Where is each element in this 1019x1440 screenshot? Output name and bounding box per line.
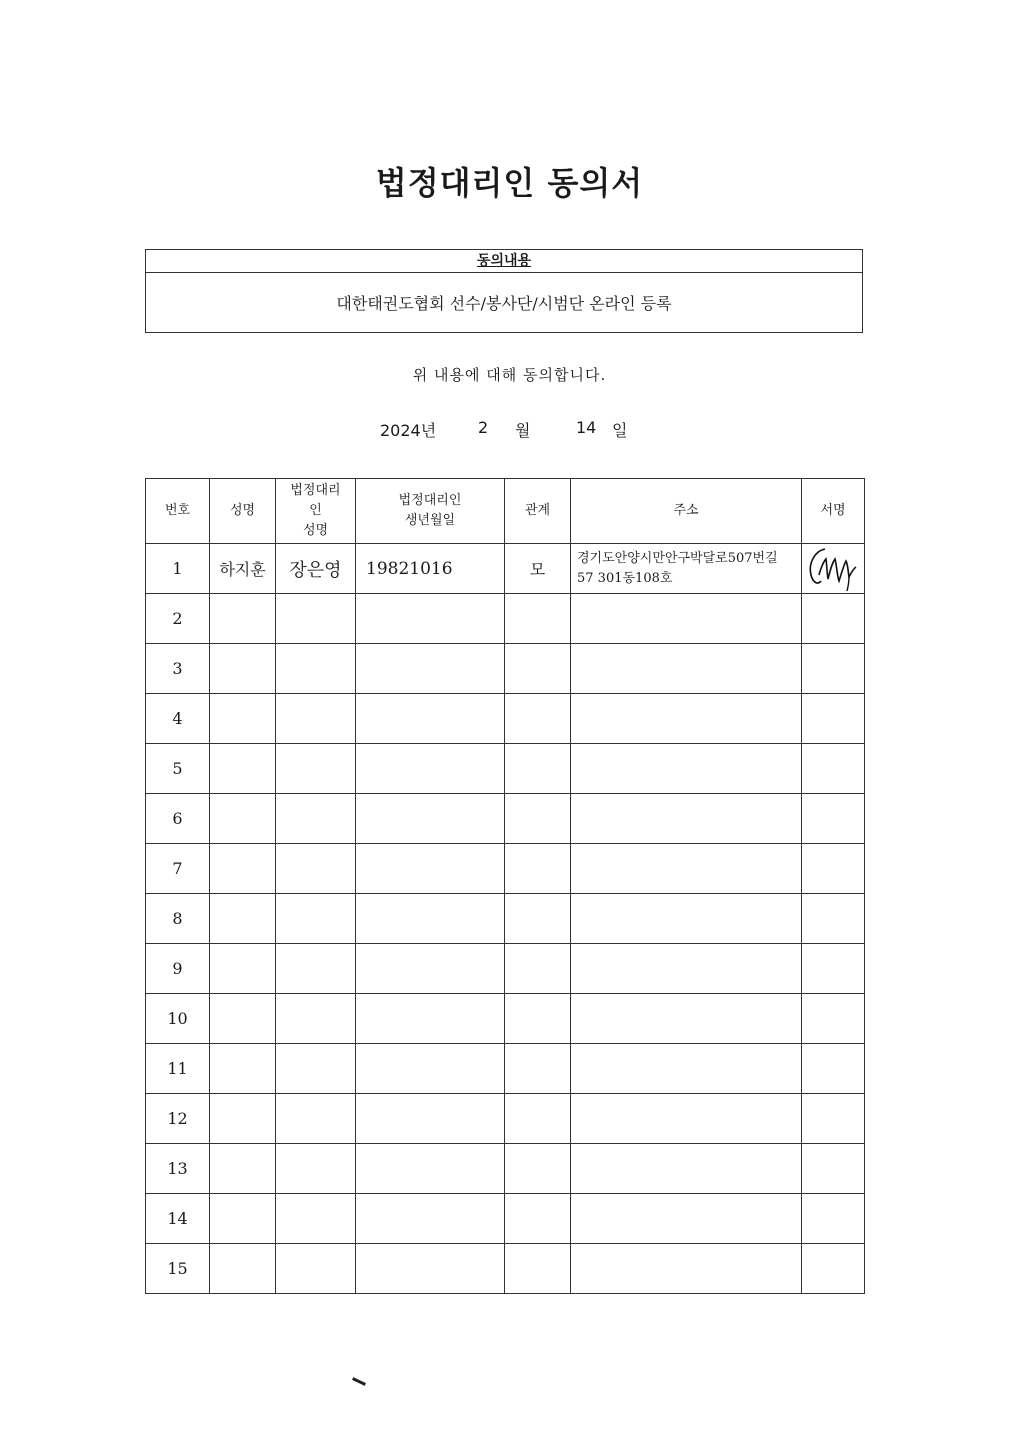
cell-name xyxy=(210,694,276,744)
cell-birth xyxy=(356,1144,505,1194)
consent-statement: 위 내용에 대해 동의합니다. xyxy=(412,366,607,384)
cell-birth xyxy=(356,944,505,994)
cell-birth xyxy=(356,1194,505,1244)
consent-content: 대한태권도협회 선수/봉사단/시범단 온라인 등록 xyxy=(336,294,672,313)
cell-name xyxy=(210,1094,276,1144)
cell-name xyxy=(210,994,276,1044)
table-row xyxy=(146,744,865,794)
date-month-unit: 월 xyxy=(515,421,531,440)
cell-signature xyxy=(802,594,865,644)
consent-header-label: 동의내용 xyxy=(476,253,532,269)
cell-rep-name xyxy=(276,1044,356,1094)
cell-signature xyxy=(802,1094,865,1144)
cell-birth xyxy=(356,1044,505,1094)
cell-no: 8 xyxy=(146,894,210,944)
cell-rep-name: 장은영 xyxy=(276,544,356,594)
cell-birth xyxy=(356,744,505,794)
header-signature: 서명 xyxy=(802,479,865,544)
cell-birth xyxy=(356,1244,505,1294)
cell-name xyxy=(210,844,276,894)
cell-signature xyxy=(802,994,865,1044)
header-rep-name-line3: 성명 xyxy=(302,523,329,538)
cell-address xyxy=(571,1244,802,1294)
table-row xyxy=(146,794,865,844)
scan-mark xyxy=(352,1377,366,1386)
cell-signature xyxy=(802,944,865,994)
cell-birth: 19821016 xyxy=(356,544,505,594)
cell-address xyxy=(571,894,802,944)
cell-signature xyxy=(802,644,865,694)
header-rep-birth-line2: 생년월일 xyxy=(404,513,456,528)
cell-address xyxy=(571,1144,802,1194)
cell-signature xyxy=(802,744,865,794)
cell-signature xyxy=(802,694,865,744)
cell-no: 3 xyxy=(146,644,210,694)
table-row xyxy=(146,994,865,1044)
cell-name xyxy=(210,644,276,694)
cell-no: 12 xyxy=(146,1094,210,1144)
date-day-unit: 일 xyxy=(612,421,628,440)
header-rep-birth xyxy=(356,479,505,544)
cell-relation xyxy=(505,1244,571,1294)
cell-birth xyxy=(356,594,505,644)
cell-birth xyxy=(356,844,505,894)
cell-signature xyxy=(802,544,865,594)
cell-relation xyxy=(505,794,571,844)
date-day: 14 xyxy=(576,418,597,437)
header-address: 주소 xyxy=(571,479,802,544)
cell-rep-name xyxy=(276,644,356,694)
cell-address xyxy=(571,794,802,844)
cell-relation xyxy=(505,1094,571,1144)
cell-signature xyxy=(802,1044,865,1094)
cell-no: 1 xyxy=(146,544,210,594)
cell-rep-name xyxy=(276,944,356,994)
cell-name xyxy=(210,1044,276,1094)
cell-no: 5 xyxy=(146,744,210,794)
table-row xyxy=(146,1044,865,1094)
cell-relation xyxy=(505,694,571,744)
cell-relation xyxy=(505,1044,571,1094)
cell-relation: 모 xyxy=(505,544,571,594)
cell-birth xyxy=(356,894,505,944)
cell-rep-name xyxy=(276,694,356,744)
cell-rep-name xyxy=(276,844,356,894)
cell-address xyxy=(571,1094,802,1144)
cell-address xyxy=(571,544,802,594)
cell-relation xyxy=(505,944,571,994)
cell-address xyxy=(571,944,802,994)
consent-box xyxy=(145,249,863,333)
cell-relation xyxy=(505,1194,571,1244)
date-year: 2024년 xyxy=(380,421,437,440)
table-row xyxy=(146,894,865,944)
cell-signature xyxy=(802,894,865,944)
table-row xyxy=(146,1094,865,1144)
cell-rep-name xyxy=(276,994,356,1044)
cell-no: 13 xyxy=(146,1144,210,1194)
cell-no: 4 xyxy=(146,694,210,744)
cell-address xyxy=(571,844,802,894)
cell-rep-name xyxy=(276,1144,356,1194)
cell-name xyxy=(210,594,276,644)
cell-relation xyxy=(505,744,571,794)
cell-no: 15 xyxy=(146,1244,210,1294)
cell-no: 11 xyxy=(146,1044,210,1094)
cell-name xyxy=(210,1194,276,1244)
header-rep-name xyxy=(276,479,356,544)
handwritten-signature xyxy=(805,545,861,593)
cell-rep-name xyxy=(276,794,356,844)
header-relation: 관계 xyxy=(505,479,571,544)
cell-relation xyxy=(505,844,571,894)
table-row xyxy=(146,594,865,644)
cell-address xyxy=(571,744,802,794)
cell-signature xyxy=(802,794,865,844)
cell-rep-name xyxy=(276,894,356,944)
cell-name xyxy=(210,794,276,844)
cell-birth xyxy=(356,644,505,694)
header-no: 번호 xyxy=(146,479,210,544)
cell-rep-name xyxy=(276,594,356,644)
header-name: 성명 xyxy=(210,479,276,544)
cell-relation xyxy=(505,994,571,1044)
cell-name: 하지훈 xyxy=(210,544,276,594)
cell-address xyxy=(571,594,802,644)
cell-no: 2 xyxy=(146,594,210,644)
address-line1: 경기도안양시만안구박달로507번길 xyxy=(577,550,778,566)
cell-name xyxy=(210,944,276,994)
cell-signature xyxy=(802,1244,865,1294)
table-header-row xyxy=(146,479,865,544)
cell-no: 14 xyxy=(146,1194,210,1244)
cell-rep-name xyxy=(276,1194,356,1244)
table-row xyxy=(146,944,865,994)
cell-address xyxy=(571,994,802,1044)
cell-birth xyxy=(356,694,505,744)
table-row xyxy=(146,544,865,594)
cell-name xyxy=(210,744,276,794)
table-row xyxy=(146,1194,865,1244)
cell-address xyxy=(571,694,802,744)
table-row xyxy=(146,1144,865,1194)
table-row xyxy=(146,694,865,744)
table-row xyxy=(146,844,865,894)
address-line2: 57 301동108호 xyxy=(577,570,673,586)
cell-address xyxy=(571,1194,802,1244)
cell-name xyxy=(210,1244,276,1294)
cell-rep-name xyxy=(276,1094,356,1144)
cell-birth xyxy=(356,994,505,1044)
cell-name xyxy=(210,894,276,944)
cell-relation xyxy=(505,644,571,694)
cell-signature xyxy=(802,844,865,894)
date-month: 2 xyxy=(478,418,489,437)
cell-address xyxy=(571,644,802,694)
cell-no: 9 xyxy=(146,944,210,994)
cell-signature xyxy=(802,1144,865,1194)
cell-no: 6 xyxy=(146,794,210,844)
cell-address xyxy=(571,1044,802,1094)
table-row xyxy=(146,1244,865,1294)
cell-birth xyxy=(356,794,505,844)
cell-rep-name xyxy=(276,1244,356,1294)
cell-no: 7 xyxy=(146,844,210,894)
cell-relation xyxy=(505,1144,571,1194)
cell-no: 10 xyxy=(146,994,210,1044)
cell-relation xyxy=(505,594,571,644)
document-title: 법정대리인 동의서 xyxy=(375,164,644,202)
consent-box-header xyxy=(146,250,862,273)
cell-relation xyxy=(505,894,571,944)
representative-table xyxy=(145,478,865,1294)
cell-name xyxy=(210,1144,276,1194)
cell-birth xyxy=(356,1094,505,1144)
header-rep-name-line2: 인 xyxy=(309,503,322,518)
table-row xyxy=(146,644,865,694)
cell-rep-name xyxy=(276,744,356,794)
header-rep-name-line1: 법정대리 xyxy=(290,483,341,498)
header-rep-birth-line1: 법정대리인 xyxy=(398,493,462,508)
cell-signature xyxy=(802,1194,865,1244)
